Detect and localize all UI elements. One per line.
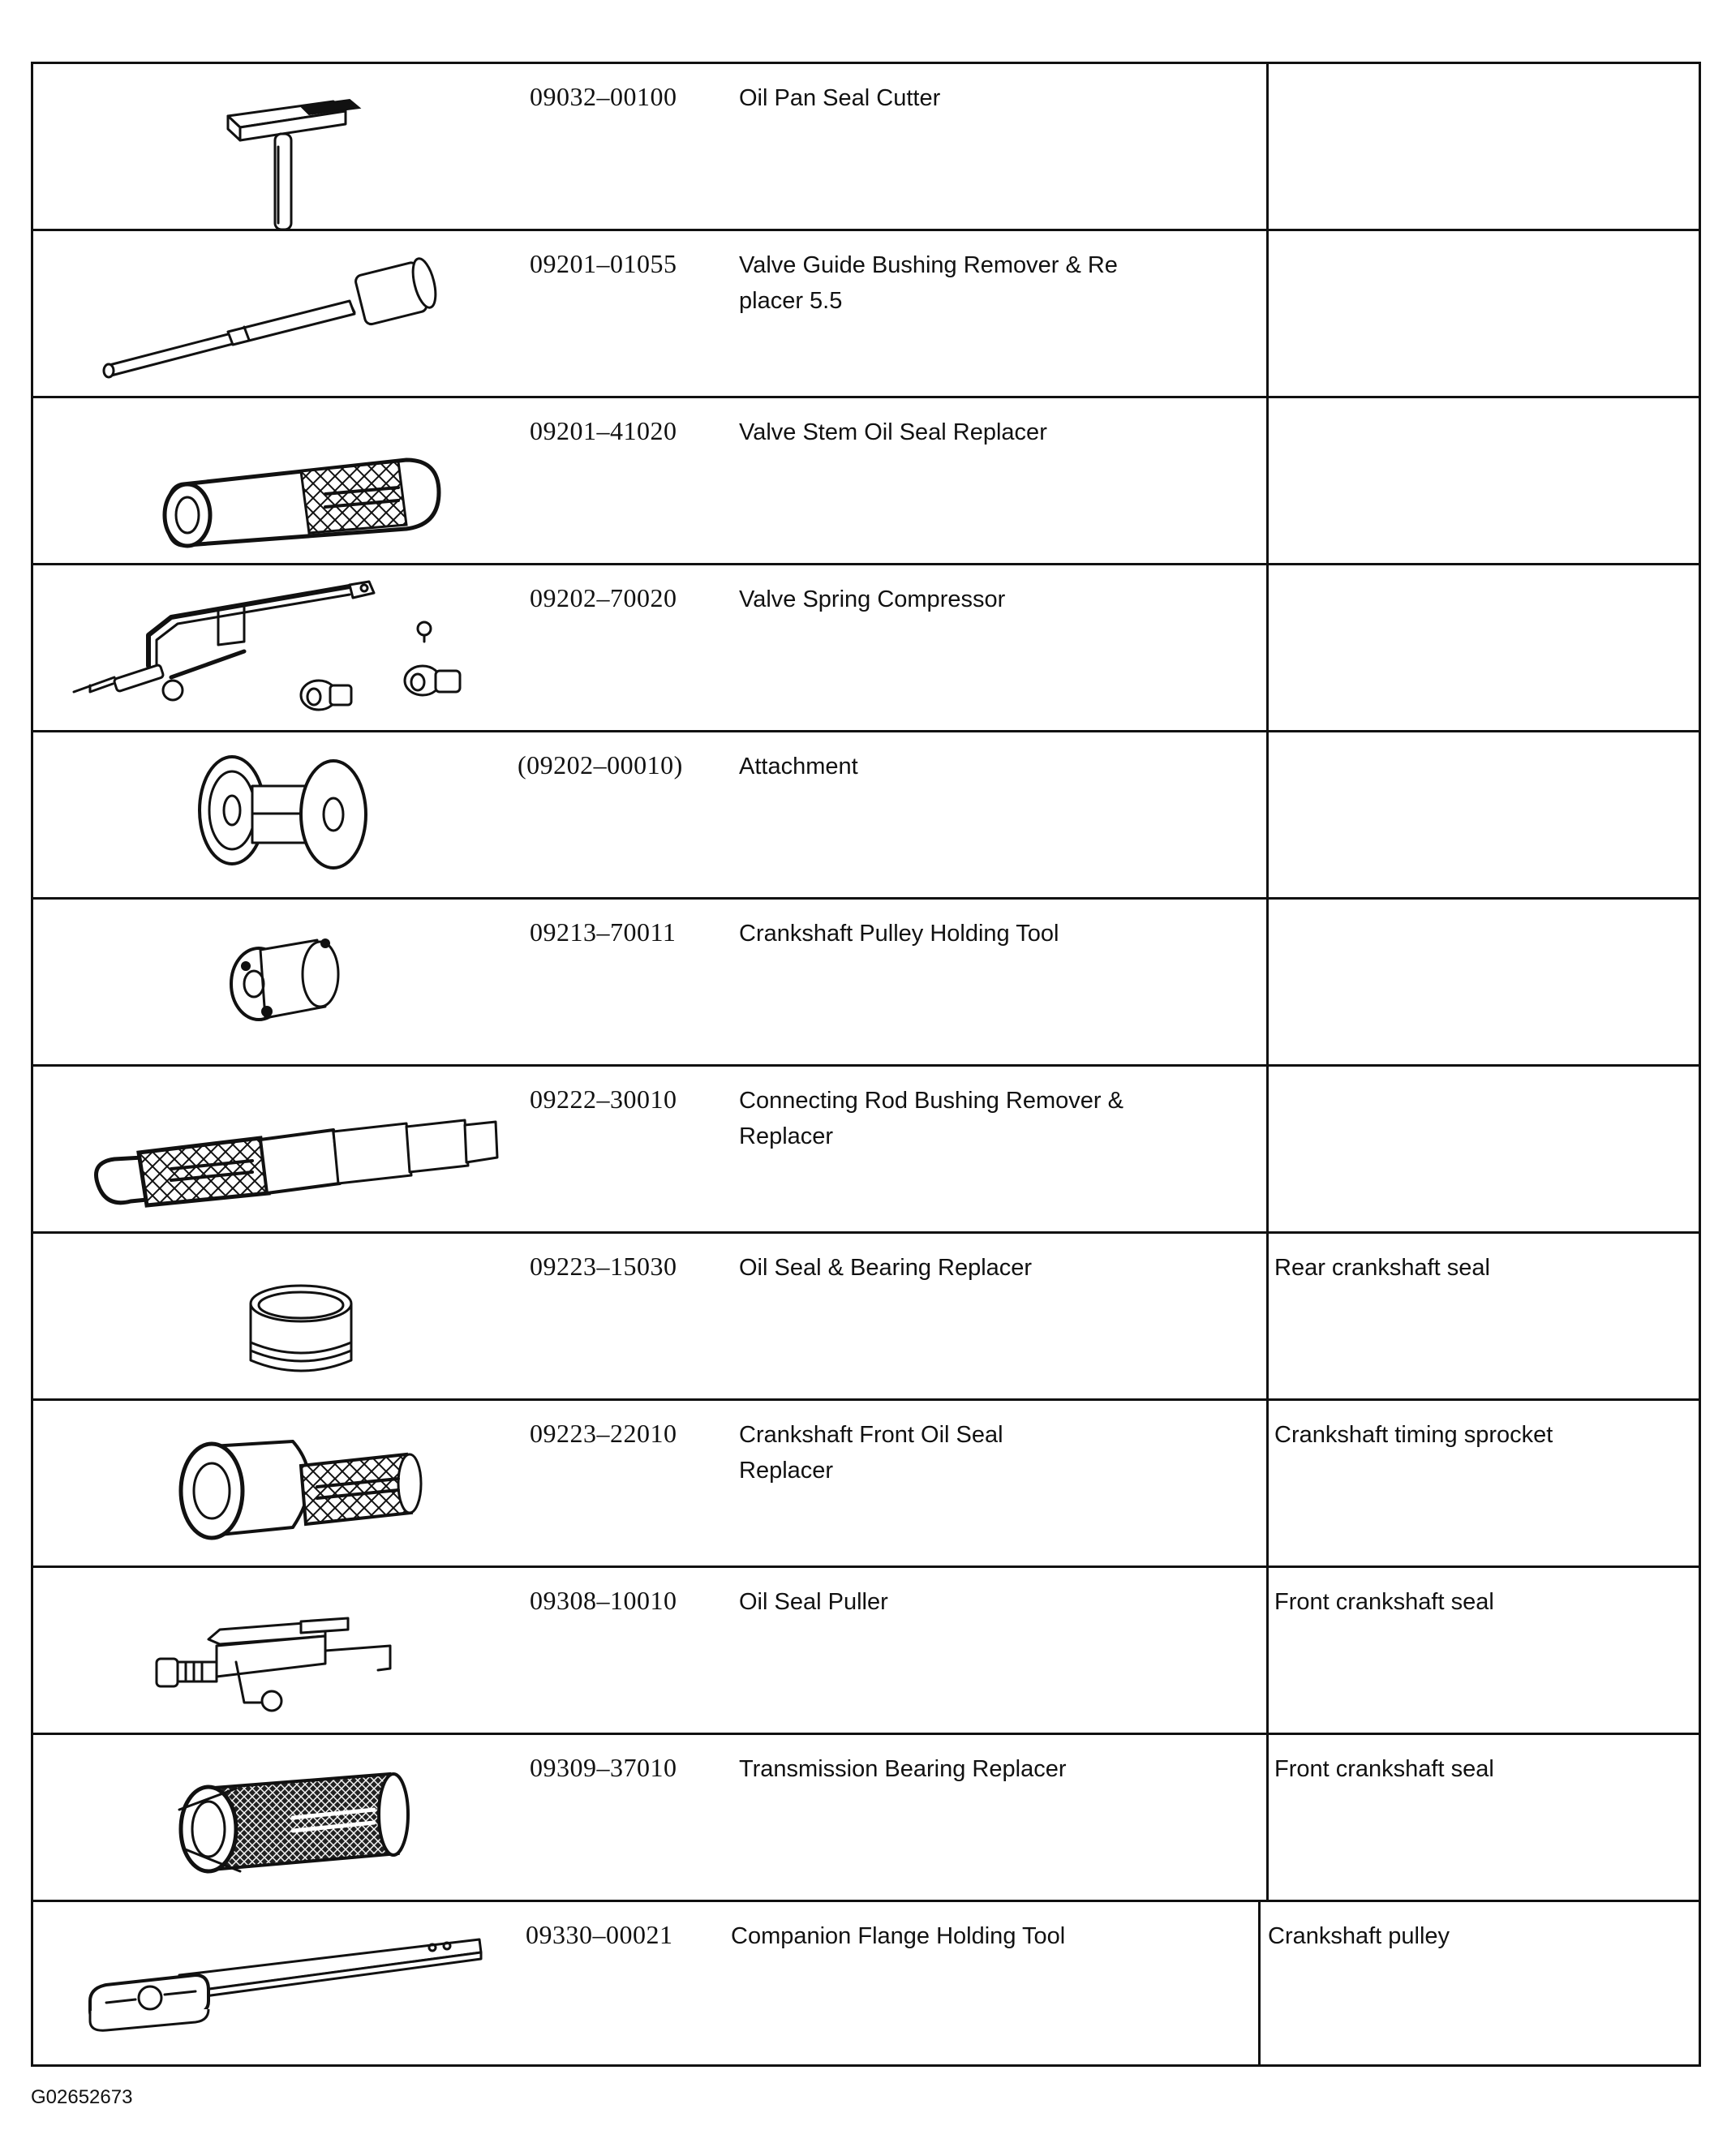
tool-usage: Rear crankshaft seal: [1274, 1255, 1490, 1281]
part-number: 09213–70011: [530, 917, 677, 947]
column-divider: [1266, 565, 1269, 730]
seal-bearing-replacer-icon: [58, 1239, 512, 1393]
tool-row: [33, 398, 1699, 565]
part-number: 09201–01055: [530, 249, 677, 278]
tool-row: [33, 1234, 1699, 1401]
column-divider: [1266, 1568, 1269, 1733]
part-number: 09223–15030: [530, 1252, 677, 1281]
tool-row: [33, 900, 1699, 1067]
part-number: 09223–22010: [530, 1419, 677, 1448]
tool-row: [33, 1735, 1699, 1902]
column-divider: [1266, 1401, 1269, 1565]
tool-name: Attachment: [739, 754, 858, 780]
tool-usage: Front crankshaft seal: [1274, 1589, 1494, 1615]
tool-row: [33, 565, 1699, 732]
valve-spring-compressor-icon: [58, 570, 512, 724]
tool-name: Transmission Bearing Replacer: [739, 1756, 1067, 1782]
tool-name: Companion Flange Holding Tool: [731, 1923, 1066, 1949]
tool-row: [33, 1067, 1699, 1234]
pulley-holding-tool-icon: [58, 904, 512, 1059]
figure-id: G02652673: [31, 2086, 133, 2108]
tool-name: Oil Seal & Bearing Replacer: [739, 1255, 1033, 1281]
tool-row: [33, 1902, 1699, 2064]
tool-name: Valve Stem Oil Seal Replacer: [739, 419, 1047, 445]
tool-row: [33, 1568, 1699, 1735]
tool-row: [33, 231, 1699, 398]
column-divider: [1266, 398, 1269, 563]
valve-stem-seal-replacer-icon: [58, 403, 512, 557]
tool-usage: Crankshaft pulley: [1268, 1923, 1450, 1949]
part-number: 09308–10010: [530, 1586, 677, 1615]
rod-bushing-tool-icon: [58, 1072, 512, 1226]
transmission-bearing-replacer-icon: [58, 1740, 512, 1894]
column-divider: [1266, 1234, 1269, 1398]
tool-name: Oil Seal Puller: [739, 1589, 888, 1615]
attachment-icon: [58, 737, 512, 891]
part-number: 09202–70020: [530, 583, 677, 612]
part-number: 09222–30010: [530, 1084, 677, 1114]
column-divider: [1266, 732, 1269, 897]
tool-name: Valve Spring Compressor: [739, 586, 1006, 612]
flange-holding-tool-icon: [58, 1907, 512, 2061]
tool-row: [33, 732, 1699, 900]
tool-row: [33, 1401, 1699, 1568]
special-tools-table: [31, 62, 1701, 2067]
column-divider: [1258, 1902, 1261, 2064]
part-number: 09032–00100: [530, 82, 677, 111]
part-number: 09309–37010: [530, 1753, 677, 1782]
oil-seal-puller-icon: [58, 1573, 512, 1727]
tool-name: Oil Pan Seal Cutter: [739, 85, 941, 111]
part-number: 09201–41020: [530, 416, 677, 445]
column-divider: [1266, 1735, 1269, 1900]
tool-name: Crankshaft Front Oil Seal Replacer: [739, 1422, 1003, 1484]
column-divider: [1266, 900, 1269, 1064]
tool-usage: Front crankshaft seal: [1274, 1756, 1494, 1782]
part-number: (09202–00010): [518, 750, 683, 780]
tool-row: [33, 64, 1699, 231]
oil-pan-seal-cutter-icon: [58, 69, 512, 223]
tool-name: Connecting Rod Bushing Remover & Replacer: [739, 1088, 1123, 1149]
column-divider: [1266, 1067, 1269, 1231]
column-divider: [1266, 64, 1269, 229]
valve-guide-bushing-tool-icon: [58, 236, 512, 390]
column-divider: [1266, 231, 1269, 396]
front-seal-replacer-icon: [58, 1406, 512, 1560]
tool-name: Valve Guide Bushing Remover & Re placer 5.5: [739, 252, 1118, 314]
tool-name: Crankshaft Pulley Holding Tool: [739, 921, 1059, 947]
tool-usage: Crankshaft timing sprocket: [1274, 1422, 1553, 1448]
part-number: 09330–00021: [526, 1920, 673, 1949]
